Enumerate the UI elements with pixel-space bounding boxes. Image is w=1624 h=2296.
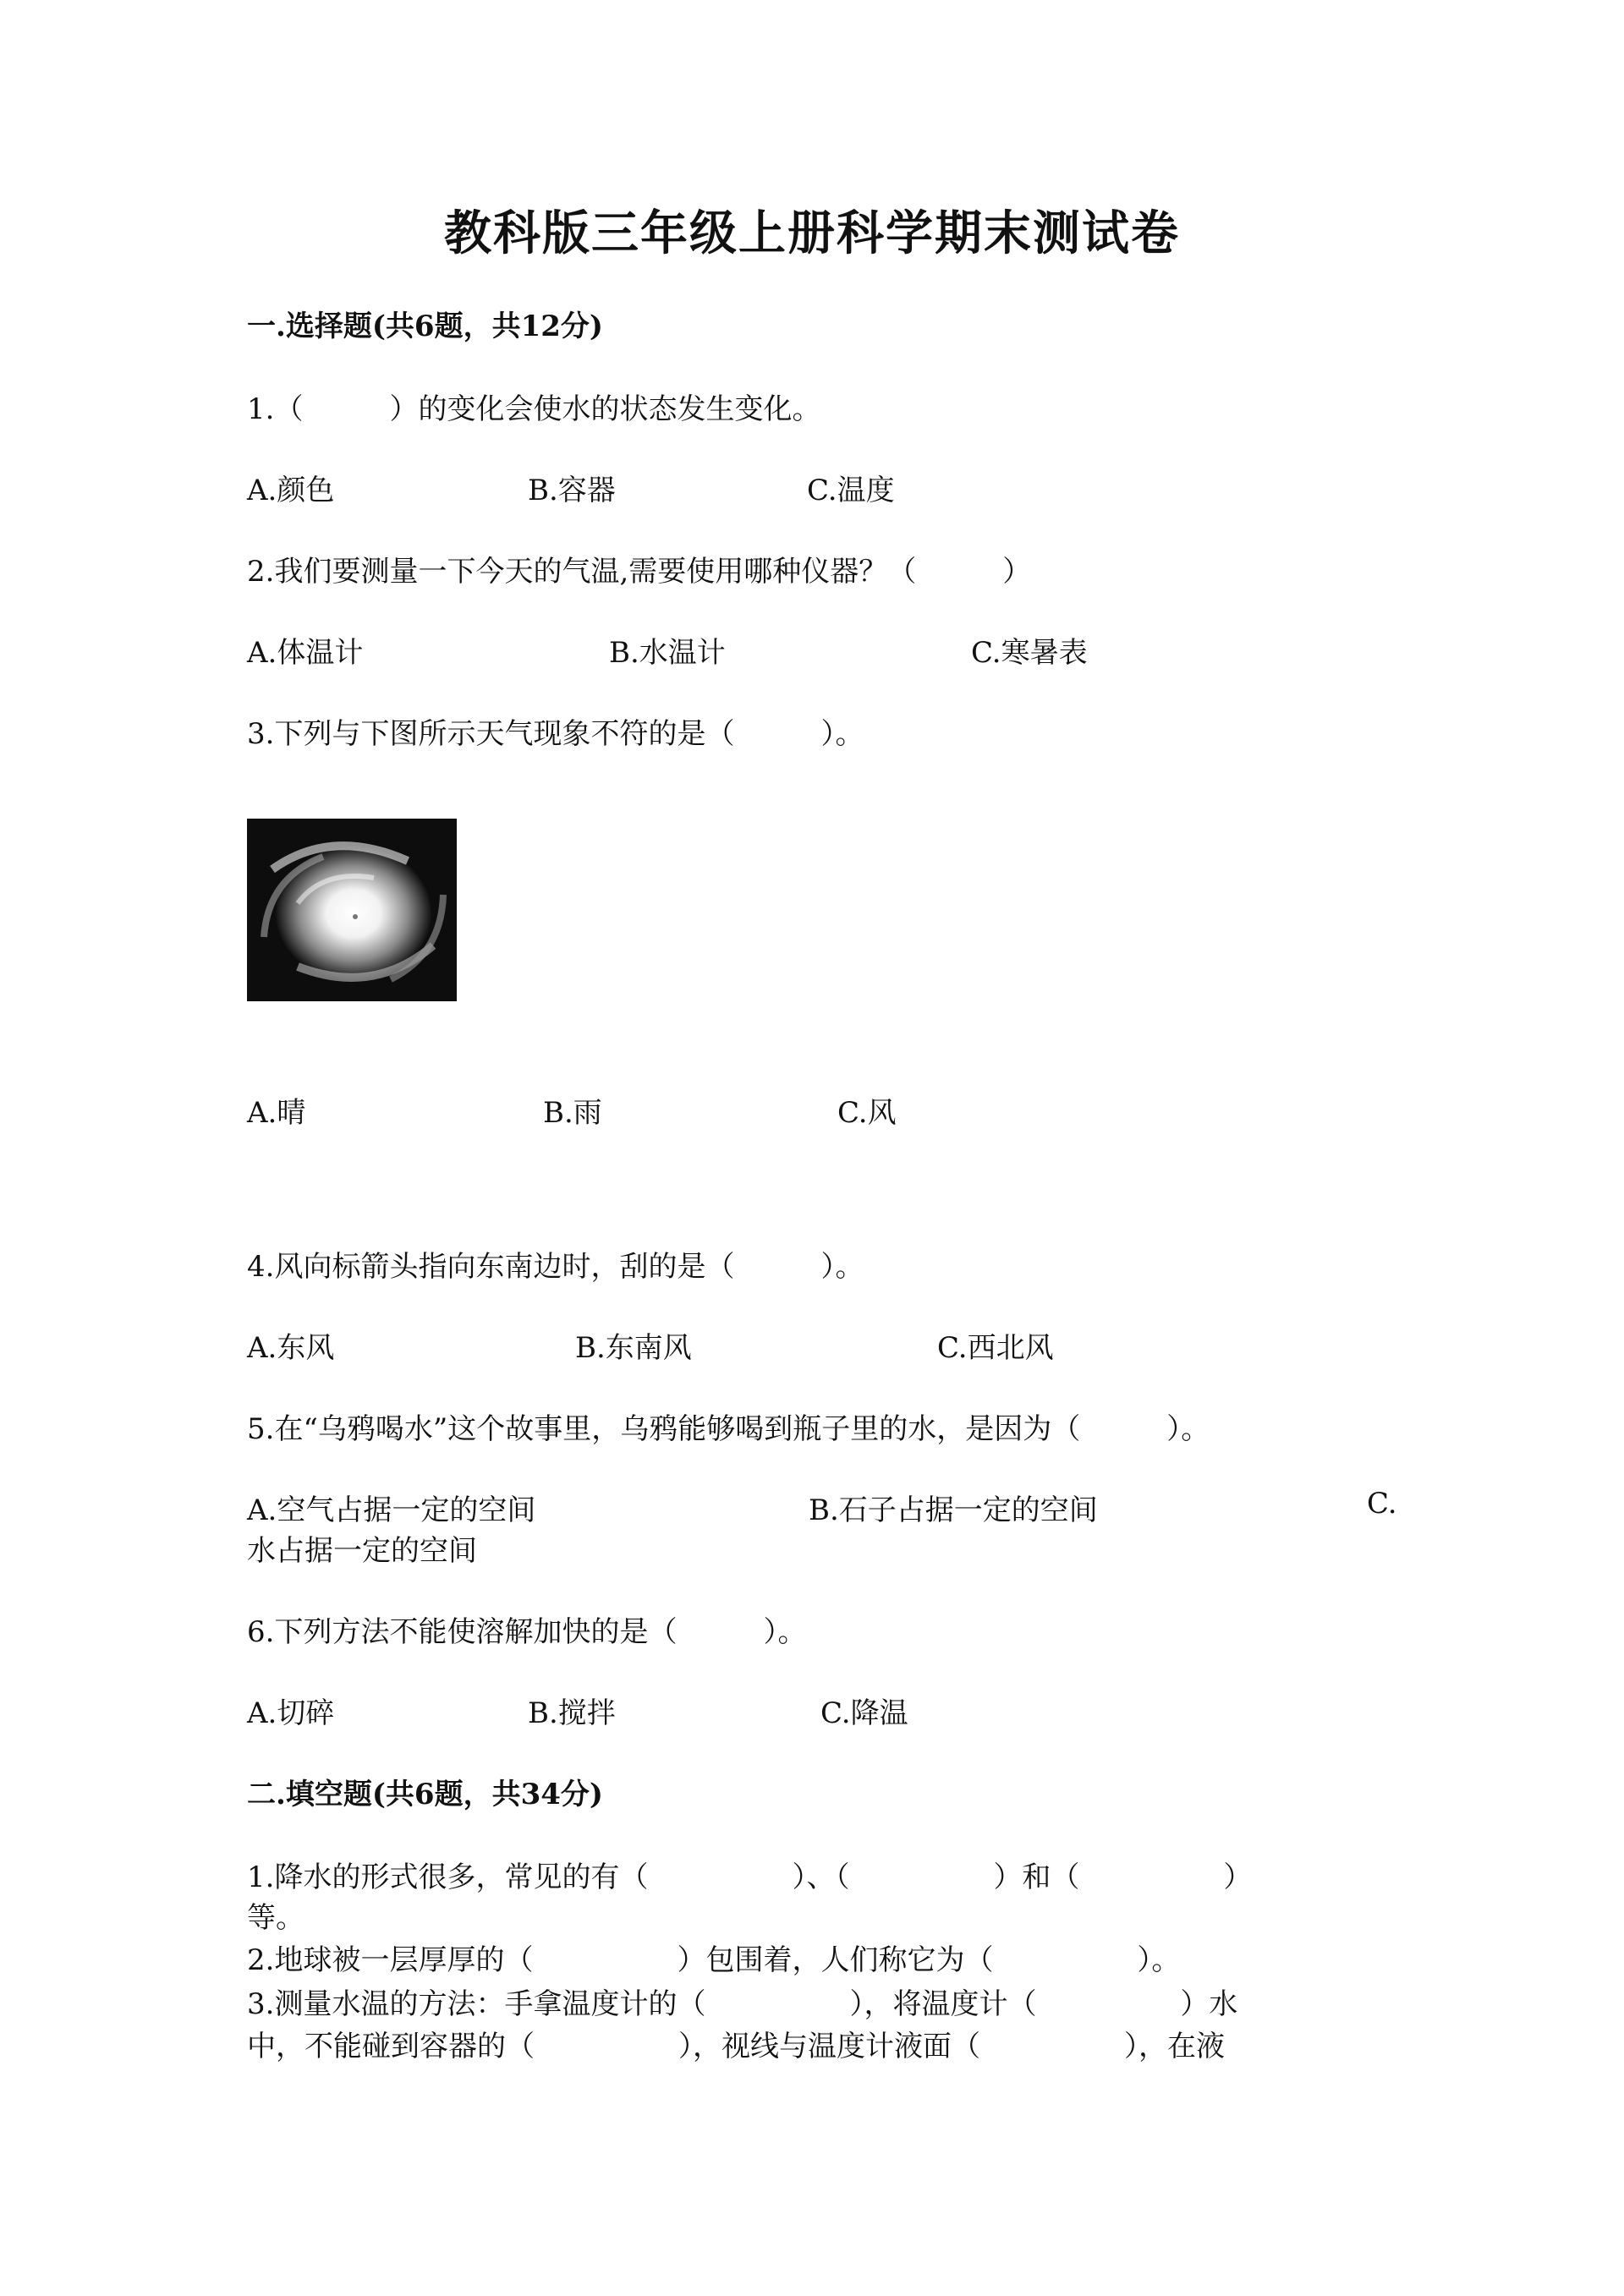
q1-option-c: C.温度 — [807, 474, 895, 507]
q3-option-a: A.晴 — [247, 1096, 306, 1130]
page-title: 教科版三年级上册科学期末测试卷 — [444, 205, 1180, 261]
fill-line-1: 1.降水的形式很多，常见的有（ ）、（ ）和（ ） — [247, 1860, 1253, 1894]
question-4: 4.风向标箭头指向东南边时，刮的是（ ）。 — [247, 1250, 864, 1284]
question-2: 2.我们要测量一下今天的气温,需要使用哪种仪器？（ ） — [247, 555, 1032, 589]
fill-line-3-cont: 中，不能碰到容器的（ ），视线与温度计液面（ ），在液 — [247, 2030, 1225, 2063]
hurricane-satellite-image — [247, 819, 457, 1001]
fill-line-3: 3.测量水温的方法：手拿温度计的（ ），将温度计（ ）水 — [247, 1987, 1238, 2021]
q1-option-a: A.颜色 — [247, 474, 335, 507]
q6-option-c: C.降温 — [820, 1696, 908, 1730]
question-5: 5.在“乌鸦喝水”这个故事里，乌鸦能够喝到瓶子里的水，是因为（ ）。 — [247, 1412, 1210, 1446]
q2-option-c: C.寒暑表 — [971, 636, 1088, 670]
q2-option-a: A.体温计 — [247, 636, 364, 670]
q3-option-b: B.雨 — [543, 1096, 602, 1130]
q4-option-a: A.东风 — [247, 1331, 335, 1365]
hurricane-icon — [247, 819, 457, 1001]
q6-option-a: A.切碎 — [247, 1696, 335, 1730]
question-3: 3.下列与下图所示天气现象不符的是（ ）。 — [247, 717, 864, 751]
fill-line-1-cont: 等。 — [247, 1901, 304, 1935]
q5-option-a: A.空气占据一定的空间 — [247, 1493, 536, 1527]
q4-option-b: B.东南风 — [575, 1331, 692, 1365]
q1-option-b: B.容器 — [528, 474, 616, 507]
q5-option-c-text: 水占据一定的空间 — [247, 1534, 477, 1568]
section-heading-fill-in: 二.填空题(共6题，共34分) — [247, 1778, 603, 1811]
q5-option-c: C. — [1367, 1487, 1397, 1521]
q3-option-c: C.风 — [837, 1096, 897, 1130]
section-heading-choice: 一.选择题(共6题，共12分) — [247, 310, 603, 343]
q6-option-b: B.搅拌 — [528, 1696, 616, 1730]
question-6: 6.下列方法不能使溶解加快的是（ ）。 — [247, 1615, 807, 1649]
question-1: 1.（ ）的变化会使水的状态发生变化。 — [247, 392, 821, 426]
fill-line-2: 2.地球被一层厚厚的（ ）包围着，人们称它为（ ）。 — [247, 1943, 1181, 1977]
q2-option-b: B.水温计 — [609, 636, 726, 670]
q5-option-b: B.石子占据一定的空间 — [809, 1493, 1098, 1527]
q4-option-c: C.西北风 — [937, 1331, 1054, 1365]
